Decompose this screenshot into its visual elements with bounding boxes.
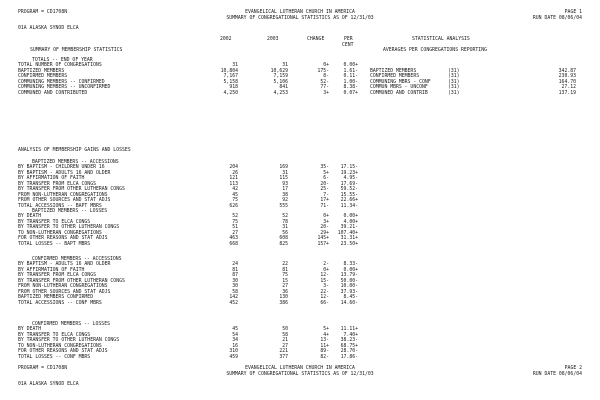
change-value: 22- bbox=[320, 289, 329, 295]
value-2002: 459 bbox=[229, 354, 238, 360]
totals-heading: TOTALS -- END OF YEAR bbox=[32, 58, 93, 63]
change-value: 3+ bbox=[323, 90, 329, 96]
value-2003: 27 bbox=[282, 343, 288, 349]
value-2003: 58 bbox=[282, 332, 288, 338]
average-count: (31) bbox=[448, 68, 460, 74]
average-value: 27.12 bbox=[561, 85, 576, 91]
row-label: CONFIRMED MEMBERS bbox=[18, 74, 68, 80]
change-value: 71- bbox=[320, 203, 329, 209]
percent-value: 31.31+ bbox=[340, 236, 358, 242]
row-label: TOTAL ACCESSIONS -- BAPT MBRS bbox=[18, 203, 102, 209]
change-value: 3- bbox=[323, 284, 329, 290]
page-number: PAGE 1 bbox=[564, 10, 582, 15]
row-label: TO NON-LUTHERAN CONGREGATIONS bbox=[18, 230, 102, 236]
value-2002: 42 bbox=[232, 187, 238, 193]
value-2002: 30 bbox=[232, 278, 238, 284]
value-2002: 113 bbox=[229, 181, 238, 187]
percent-value: 15.55- bbox=[340, 192, 358, 198]
change-value: 20- bbox=[320, 181, 329, 187]
value-2002: 4,250 bbox=[223, 90, 238, 96]
row-label: BY AFFIRMATION OF FAITH bbox=[18, 176, 85, 182]
percent-value: 0.00+ bbox=[343, 267, 358, 273]
percent-value: 50.00- bbox=[340, 278, 358, 284]
column-per: PER bbox=[344, 37, 353, 42]
change-value: 5+ bbox=[323, 327, 329, 333]
column-change: CHANGE bbox=[307, 37, 325, 42]
percent-value: 68.75+ bbox=[340, 343, 358, 349]
percent-value: 38.23- bbox=[340, 338, 358, 344]
average-label: BAPTIZED MEMBERS bbox=[370, 68, 417, 74]
change-value: 5+ bbox=[323, 170, 329, 176]
row-label: TO NON-LUTHERAN CONGREGATIONS bbox=[18, 343, 102, 349]
confirmed-losses-heading: CONFIRMED MEMBERS -- LOSSES bbox=[32, 322, 110, 327]
averages-title: AVERAGES PER CONGREGATIONS REPORTING bbox=[383, 48, 487, 53]
value-2002: 87 bbox=[232, 273, 238, 279]
percent-value: 8.38- bbox=[343, 85, 358, 91]
change-value: 11+ bbox=[320, 343, 329, 349]
change-value: 2- bbox=[323, 262, 329, 268]
row-label: BY TRANSFER FROM OTHER LUTHERAN CONGS bbox=[18, 278, 125, 284]
value-2002: 34 bbox=[232, 338, 238, 344]
value-2003: 93 bbox=[282, 181, 288, 187]
summary-title: SUMMARY OF MEMBERSHIP STATISTICS bbox=[30, 48, 123, 53]
row-label: BY TRANSFER TO OTHER LUTHERAN CONGS bbox=[18, 225, 120, 231]
value-2003: 50 bbox=[282, 327, 288, 333]
value-2003: 78 bbox=[282, 219, 288, 225]
footer-church-name: EVANGELICAL LUTHERAN CHURCH IN AMERICA bbox=[245, 366, 355, 371]
row-label: BAPTIZED MEMBERS CONFIRMED bbox=[18, 295, 94, 301]
value-2002: 204 bbox=[229, 165, 238, 171]
value-2002: 58 bbox=[232, 289, 238, 295]
percent-value: 17.15- bbox=[340, 165, 358, 171]
column-cent: CENT bbox=[342, 42, 354, 48]
footer-page-number: PAGE 2 bbox=[564, 366, 582, 371]
value-2002: 51 bbox=[232, 225, 238, 231]
value-2003: 825 bbox=[279, 241, 288, 247]
change-value: 66- bbox=[320, 300, 329, 306]
average-value: 230.93 bbox=[558, 74, 576, 80]
value-2003: 169 bbox=[279, 165, 288, 171]
value-2003: 841 bbox=[279, 85, 288, 91]
footer-report-subtitle: SUMMARY OF CONGREGATIONAL STATISTICS AS OF 12/31/03 bbox=[226, 371, 374, 377]
value-2002: 75 bbox=[232, 219, 238, 225]
program-id: PROGRAM = CD1708N bbox=[18, 10, 68, 15]
percent-value: 7.40+ bbox=[343, 332, 358, 338]
percent-value: 1.00- bbox=[343, 79, 358, 85]
value-2003: 31 bbox=[282, 170, 288, 176]
percent-value: 59.52- bbox=[340, 187, 358, 193]
change-value: 82- bbox=[320, 354, 329, 360]
average-value: 137.19 bbox=[558, 90, 576, 96]
percent-value: 17.86- bbox=[340, 354, 358, 360]
value-2002: 310 bbox=[229, 349, 238, 355]
average-label: CONFIRMED MEMBERS bbox=[370, 74, 420, 80]
average-count: (31) bbox=[448, 85, 460, 91]
average-row bbox=[0, 91, 600, 96]
row-label: TOTAL NUMBER OF CONGREGATIONS bbox=[18, 63, 102, 69]
percent-value: 0.07+ bbox=[343, 90, 358, 96]
value-2002: 45 bbox=[232, 192, 238, 198]
change-value: 25- bbox=[320, 187, 329, 193]
row-label: FROM OTHER SOURCES AND STAT ADJS bbox=[18, 198, 111, 204]
value-2002: 75 bbox=[232, 198, 238, 204]
average-count: (31) bbox=[448, 79, 460, 85]
value-2003: 221 bbox=[279, 349, 288, 355]
value-2003: 21 bbox=[282, 338, 288, 344]
value-2003: 555 bbox=[279, 203, 288, 209]
percent-value: 39.21- bbox=[340, 225, 358, 231]
value-2002: 142 bbox=[229, 295, 238, 301]
baptized-losses-heading: BAPTIZED MEMBERS -- LOSSES bbox=[32, 209, 108, 214]
percent-value: 19.23+ bbox=[340, 170, 358, 176]
table-row bbox=[18, 355, 600, 360]
percent-value: 22.66+ bbox=[340, 198, 358, 204]
value-2003: 10,629 bbox=[270, 68, 288, 74]
value-2003: 5,106 bbox=[273, 79, 288, 85]
confirmed-accessions-heading: CONFIRMED MEMBERS -- ACCESSIONS bbox=[32, 257, 122, 262]
change-value: 29+ bbox=[320, 230, 329, 236]
value-2002: 31 bbox=[232, 63, 238, 69]
analysis-title: ANALYSIS OF MEMBERSHIP GAINS AND LOSSES bbox=[18, 148, 131, 153]
value-2003: 115 bbox=[279, 176, 288, 182]
footer-program-id: PROGRAM = CD1708N bbox=[18, 366, 68, 371]
value-2002: 463 bbox=[229, 236, 238, 242]
percent-value: 0.00+ bbox=[343, 63, 358, 69]
value-2003: 608 bbox=[279, 236, 288, 242]
change-value: 17+ bbox=[320, 198, 329, 204]
row-label: BY DEATH bbox=[18, 214, 42, 220]
row-label: BY TRANSFER TO ELCA CONGS bbox=[18, 219, 91, 225]
value-2003: 22 bbox=[282, 262, 288, 268]
row-label: BY TRANSFER TO OTHER LUTHERAN CONGS bbox=[18, 338, 120, 344]
church-name: EVANGELICAL LUTHERAN CHURCH IN AMERICA bbox=[245, 10, 355, 15]
percent-value: 11.11+ bbox=[340, 327, 358, 333]
value-2002: 81 bbox=[232, 267, 238, 273]
value-2003: 92 bbox=[282, 198, 288, 204]
average-count: (31) bbox=[448, 74, 460, 80]
value-2002: 30 bbox=[232, 284, 238, 290]
value-2003: 52 bbox=[282, 214, 288, 220]
value-2002: 918 bbox=[229, 85, 238, 91]
percent-value: 0.11- bbox=[343, 74, 358, 80]
row-label: BY TRANSFER FROM ELCA CONGS bbox=[18, 181, 96, 187]
percent-value: 11.34- bbox=[340, 203, 358, 209]
change-value: 6- bbox=[323, 176, 329, 182]
percent-value: 0.00+ bbox=[343, 214, 358, 220]
change-value: 15- bbox=[320, 278, 329, 284]
value-2002: 45 bbox=[232, 327, 238, 333]
change-value: 7- bbox=[323, 192, 329, 198]
column-2003: 2003 bbox=[267, 37, 279, 42]
percent-value: 17.69- bbox=[340, 181, 358, 187]
percent-value: 14.60- bbox=[340, 300, 358, 306]
value-2003: 386 bbox=[279, 300, 288, 306]
change-value: 52- bbox=[320, 79, 329, 85]
value-2003: 4,253 bbox=[273, 90, 288, 96]
average-label: COMMUNING MBRS - CONF bbox=[370, 79, 431, 85]
row-label: FOR OTHER REASONS AND STAT ADJS bbox=[18, 349, 108, 355]
change-value: 8- bbox=[323, 74, 329, 80]
change-value: 12- bbox=[320, 295, 329, 301]
percent-value: 28.70- bbox=[340, 349, 358, 355]
value-2002: 121 bbox=[229, 176, 238, 182]
value-2002: 54 bbox=[232, 332, 238, 338]
value-2003: 377 bbox=[279, 354, 288, 360]
value-2003: 7,159 bbox=[273, 74, 288, 80]
value-2003: 38 bbox=[282, 192, 288, 198]
change-value: 145+ bbox=[317, 236, 329, 242]
percent-value: 4.95- bbox=[343, 176, 358, 182]
change-value: 12- bbox=[320, 273, 329, 279]
change-value: 157+ bbox=[317, 241, 329, 247]
percent-value: 8.33- bbox=[343, 262, 358, 268]
row-label: BY TRANSFER FROM OTHER LUTHERAN CONGS bbox=[18, 187, 125, 193]
percent-value: 1.61- bbox=[343, 68, 358, 74]
footer-synod-name: 01A ALASKA SYNOD ELCA bbox=[18, 382, 79, 387]
value-2002: 668 bbox=[229, 241, 238, 247]
average-label: COMMUN MBRS - UNCONF bbox=[370, 85, 428, 91]
percent-value: 37.93- bbox=[340, 289, 358, 295]
percent-value: 107.40+ bbox=[337, 230, 358, 236]
baptized-accessions-heading: BAPTIZED MEMBERS -- ACCESSIONS bbox=[32, 160, 119, 165]
stat-analysis-title: STATISTICAL ANALYSIS bbox=[412, 37, 470, 42]
average-value: 342.87 bbox=[558, 68, 576, 74]
change-value: 175- bbox=[317, 68, 329, 74]
row-label: TOTAL ACCESSIONS -- CONF MBRS bbox=[18, 300, 102, 306]
change-value: 0+ bbox=[323, 214, 329, 220]
value-2003: 75 bbox=[282, 273, 288, 279]
row-label: COMMUNING MEMBERS -- CONFIRMED bbox=[18, 79, 105, 85]
change-value: 89- bbox=[320, 349, 329, 355]
value-2003: 31 bbox=[282, 225, 288, 231]
value-2003: 130 bbox=[279, 295, 288, 301]
value-2003: 81 bbox=[282, 267, 288, 273]
average-value: 164.70 bbox=[558, 79, 576, 85]
row-label: FROM NON-LUTHERAN CONGREGATIONS bbox=[18, 284, 108, 290]
value-2002: 626 bbox=[229, 203, 238, 209]
change-value: 77- bbox=[320, 85, 329, 91]
percent-value: 10.00- bbox=[340, 284, 358, 290]
value-2003: 31 bbox=[282, 63, 288, 69]
percent-value: 13.79- bbox=[340, 273, 358, 279]
row-label: FROM NON-LUTHERAN CONGREGATIONS bbox=[18, 192, 108, 198]
row-label: COMMUNED AND CONTRIBUTED bbox=[18, 90, 88, 96]
value-2002: 16 bbox=[232, 343, 238, 349]
percent-value: 4.00+ bbox=[343, 219, 358, 225]
row-label: BY BAPTISM - ADULTS 16 AND OLDER bbox=[18, 262, 111, 268]
value-2002: 26 bbox=[232, 170, 238, 176]
row-label: BY TRANSFER FROM ELCA CONGS bbox=[18, 273, 96, 279]
row-label: FROM OTHER SOURCES AND STAT ADJS bbox=[18, 289, 111, 295]
value-2003: 15 bbox=[282, 278, 288, 284]
percent-value: 8.45- bbox=[343, 295, 358, 301]
value-2002: 52 bbox=[232, 214, 238, 220]
value-2002: 7,167 bbox=[223, 74, 238, 80]
row-label: BY BAPTISM - ADULTS 16 AND OLDER bbox=[18, 170, 111, 176]
change-value: 0+ bbox=[323, 63, 329, 69]
row-label: TOTAL LOSSES -- CONF MBRS bbox=[18, 354, 91, 360]
percent-value: 23.50+ bbox=[340, 241, 358, 247]
average-count: (31) bbox=[448, 90, 460, 96]
value-2003: 27 bbox=[282, 284, 288, 290]
value-2003: 56 bbox=[282, 230, 288, 236]
change-value: 13- bbox=[320, 338, 329, 344]
value-2003: 17 bbox=[282, 187, 288, 193]
column-2002: 2002 bbox=[220, 37, 232, 42]
value-2002: 5,158 bbox=[223, 79, 238, 85]
change-value: 0+ bbox=[323, 267, 329, 273]
value-2002: 24 bbox=[232, 262, 238, 268]
value-2002: 27 bbox=[232, 230, 238, 236]
footer-run-date: RUN DATE 08/06/04 bbox=[532, 371, 582, 377]
report-subtitle: SUMMARY OF CONGREGATIONAL STATISTICS AS OF 12/31/03 bbox=[226, 15, 374, 21]
synod-name: 01A ALASKA SYNOD ELCA bbox=[18, 26, 79, 31]
value-2002: 10,804 bbox=[220, 68, 238, 74]
row-label: TOTAL LOSSES -- BAPT MBRS bbox=[18, 241, 91, 247]
change-value: 3+ bbox=[323, 219, 329, 225]
average-label: COMMUNED AND CONTRIB bbox=[370, 90, 428, 96]
run-date: RUN DATE 08/06/04 bbox=[532, 15, 582, 21]
change-value: 4+ bbox=[323, 332, 329, 338]
value-2003: 36 bbox=[282, 289, 288, 295]
change-value: 35- bbox=[320, 165, 329, 171]
value-2002: 452 bbox=[229, 300, 238, 306]
row-label: FOR OTHER REASONS AND STAT ADJS bbox=[18, 236, 108, 242]
row-label: COMMUNING MEMBERS -- UNCONFIRMED bbox=[18, 85, 111, 91]
row-label: BY BAPTISM - CHILDREN UNDER 16 bbox=[18, 165, 105, 171]
row-label: BY DEATH bbox=[18, 327, 42, 333]
table-row bbox=[18, 242, 600, 247]
row-label: BAPTIZED MEMBERS bbox=[18, 68, 65, 74]
row-label: BY AFFIRMATION OF FAITH bbox=[18, 267, 85, 273]
row-label: BY TRANSFER TO ELCA CONGS bbox=[18, 332, 91, 338]
change-value: 20- bbox=[320, 225, 329, 231]
table-row bbox=[18, 301, 600, 306]
